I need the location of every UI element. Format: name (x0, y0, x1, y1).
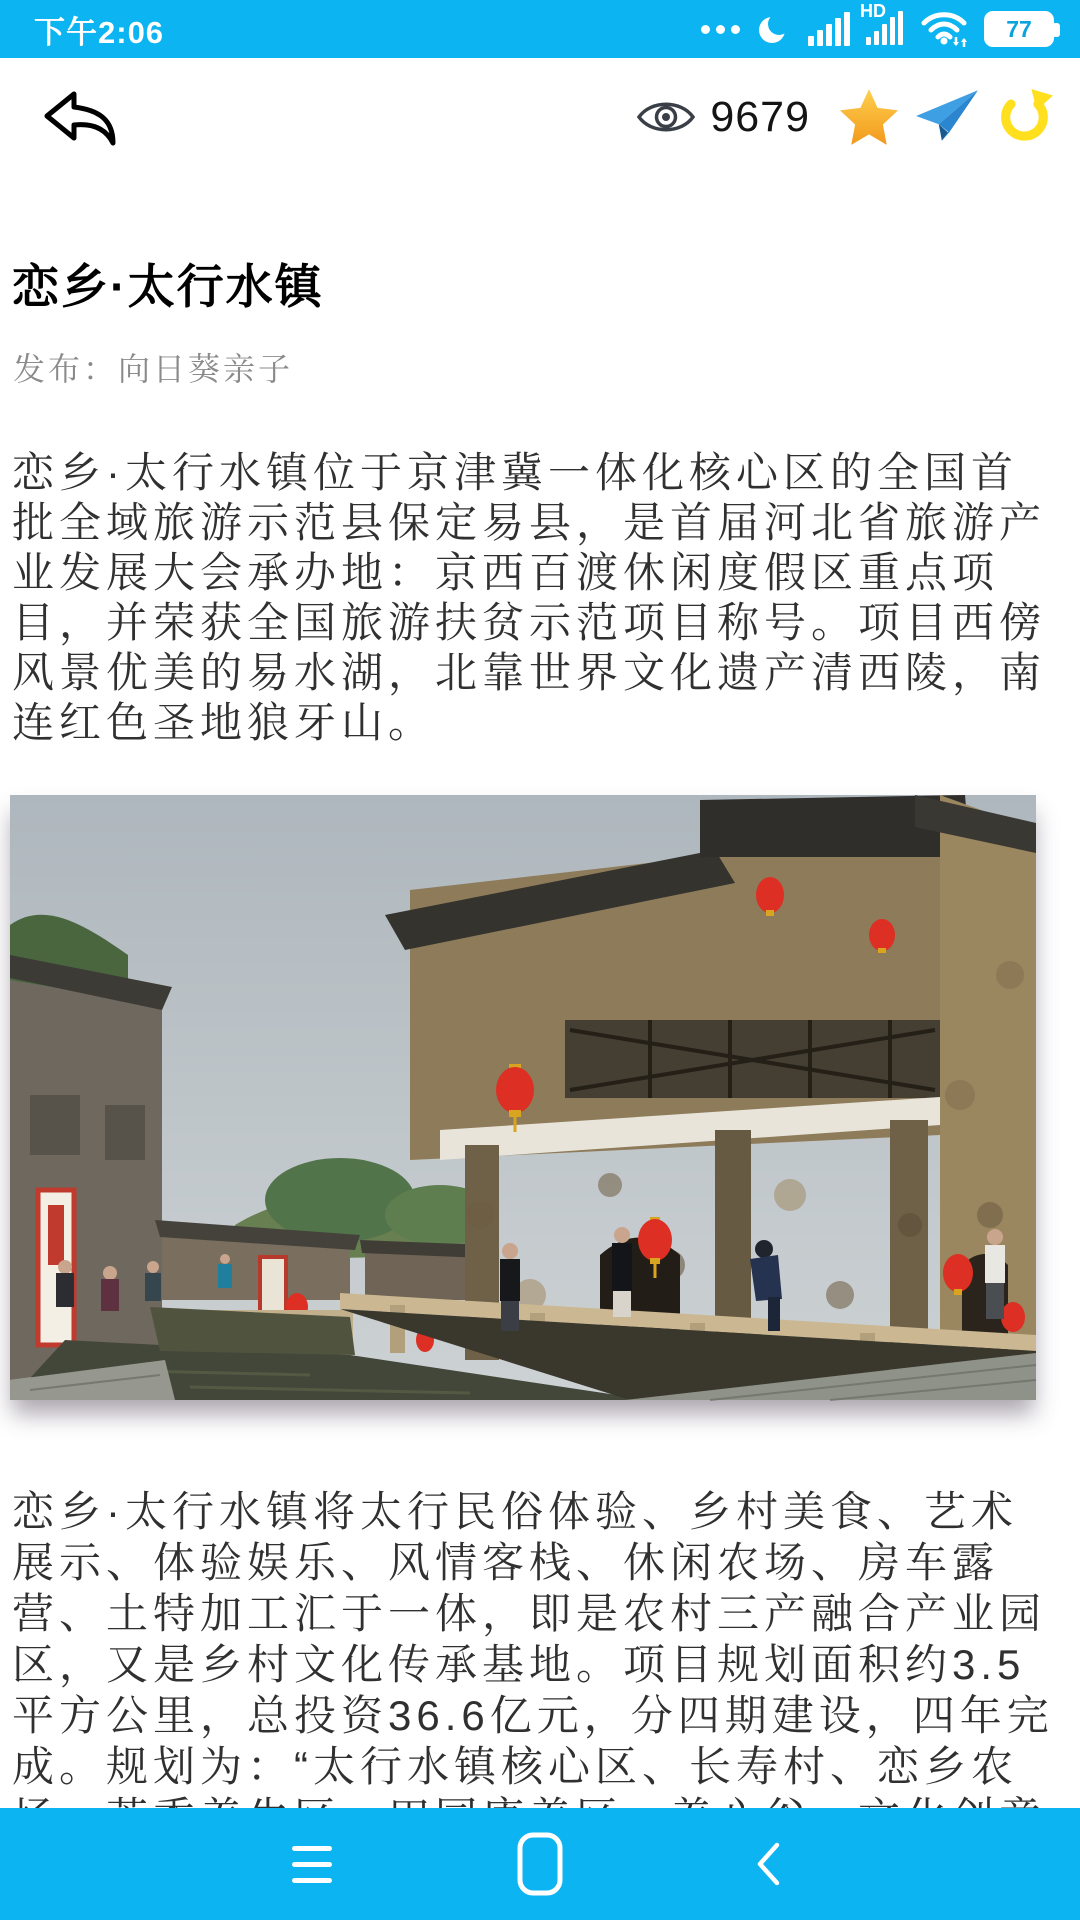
text-line: 恋乡·太行水镇位于京津冀一体化核心区的全国首 (12, 449, 1018, 496)
text-line: 目，并荣获全国旅游扶贫示范项目称号。项目西傍 (12, 599, 1047, 646)
status-bar (0, 0, 1080, 58)
publisher-label: 发布：向日葵亲子 (13, 351, 294, 387)
article-photo (10, 795, 1036, 1400)
dnd-moon-icon (756, 11, 792, 47)
article-toolbar (0, 58, 1080, 176)
text-line: 连红色圣地狼牙山。 (12, 699, 436, 746)
back-button[interactable] (38, 87, 118, 147)
notification-dots-icon (701, 25, 740, 34)
text-line: 展示、体验娱乐、风情客栈、休闲农场、房车露 (12, 1539, 1000, 1586)
text-line: 恋乡·太行水镇将太行民俗体验、乡村美食、艺术 (12, 1488, 1018, 1535)
refresh-button[interactable] (996, 88, 1054, 146)
text-line: 区，又是乡村文化传承基地。项目规划面积约3.5 (12, 1641, 1026, 1688)
paper-plane-icon (914, 88, 980, 146)
wifi-icon (920, 9, 968, 49)
status-time: 下午2:06 (34, 14, 165, 50)
text-line: 营、土特加工汇于一体，即是农村三产融合产业园 (12, 1590, 1047, 1637)
text-line: 业发展大会承办地：京西百渡休闲度假区重点项 (12, 549, 1000, 596)
text-line: 平方公里，总投资36.6亿元，分四期建设，四年完 (12, 1692, 1054, 1739)
nav-menu-button[interactable] (287, 1832, 337, 1896)
menu-icon (292, 1846, 332, 1883)
page-title: 恋乡·太行水镇 (12, 260, 324, 313)
back-arrow-icon (38, 87, 118, 147)
favorite-button[interactable] (840, 89, 898, 145)
status-icons (701, 0, 1054, 50)
article-paragraph-1 (12, 448, 1068, 748)
share-button[interactable] (914, 88, 980, 146)
android-nav-bar (0, 1808, 1080, 1920)
chevron-left-icon (755, 1842, 781, 1886)
water-town-photo-illustration (10, 795, 1036, 1400)
battery-icon: 77 (984, 11, 1054, 47)
text-line: 批全域旅游示范县保定易县，是首届河北省旅游产 (12, 499, 1047, 546)
article-paragraph-2 (12, 1486, 1068, 1808)
star-icon (840, 89, 898, 145)
eye-icon (636, 96, 696, 138)
text-line: 风景优美的易水湖，北靠世界文化遗产清西陵，南 (12, 649, 1047, 696)
nav-home-button[interactable] (515, 1832, 565, 1896)
text-line: 成。规划为：“太行水镇核心区、长寿村、恋乡农 (12, 1743, 1018, 1790)
hd-signal-icon: HD (866, 9, 904, 50)
refresh-icon (996, 88, 1054, 146)
nav-back-button[interactable] (743, 1832, 793, 1896)
view-count: 9679 (710, 92, 810, 141)
signal-bars-icon (808, 12, 850, 46)
home-icon (517, 1832, 563, 1896)
view-counter (636, 93, 810, 142)
